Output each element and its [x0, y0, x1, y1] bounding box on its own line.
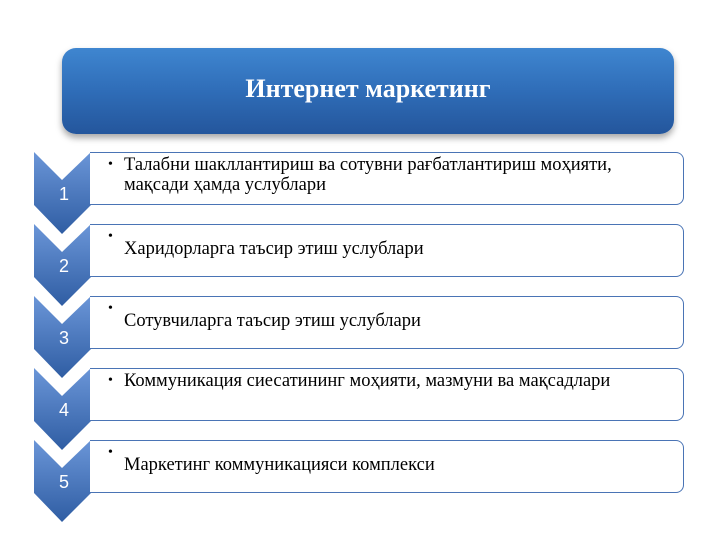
step-box-5	[90, 440, 684, 493]
step-text-4: Коммуникация сиесатининг моҳияти, мазмуни ва мақсадлари	[124, 371, 611, 391]
step-number-2: 2	[58, 256, 69, 276]
step-box-3	[90, 296, 684, 349]
step-text-2: Харидорларга таъсир этиш услублари	[124, 239, 424, 259]
step-text-5: Маркетинг коммуникацияси комплекси	[124, 455, 435, 475]
bullet-icon: •	[108, 373, 113, 388]
step-number-5: 5	[58, 472, 69, 492]
step-box-4	[90, 368, 684, 421]
step-number-1: 1	[58, 184, 69, 204]
bullet-icon: •	[108, 157, 113, 172]
step-text-3: Сотувчиларга таъсир этиш услублари	[124, 311, 421, 331]
bullet-icon: •	[108, 301, 113, 316]
step-number-4: 4	[58, 400, 69, 420]
step-number-3: 3	[58, 328, 69, 348]
step-box-1	[90, 152, 684, 205]
step-text-1: Талабни шакллантириш ва сотувни рағбатлантириш моҳияти, мақсади ҳамда услублари	[124, 155, 612, 195]
step-box-2	[90, 224, 684, 277]
bullet-icon: •	[108, 445, 113, 460]
diagram-title: Интернет маркетинг	[245, 74, 491, 103]
bullet-icon: •	[108, 229, 113, 244]
